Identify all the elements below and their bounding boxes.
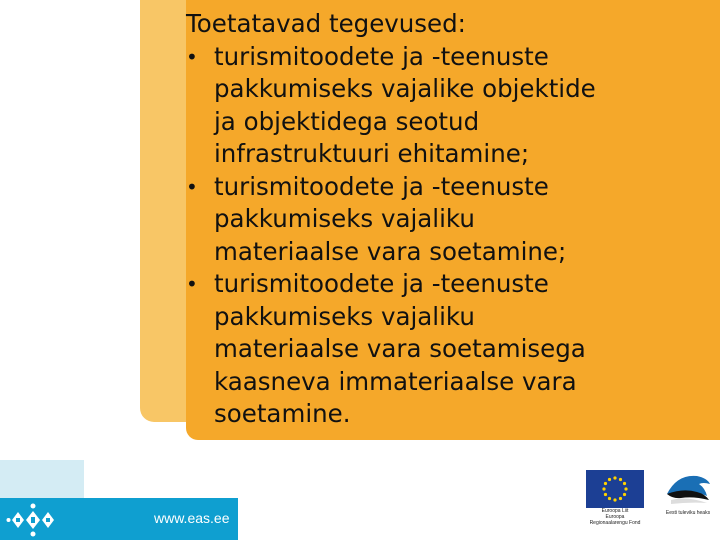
eu-star: [602, 487, 605, 490]
bullet-line: materiaalse vara soetamine;: [214, 236, 567, 266]
eu-logo: [584, 470, 646, 526]
eu-star: [623, 482, 626, 485]
bullet-icon: •: [186, 174, 198, 199]
eu-caption-line: Euroopa Liit: [601, 508, 629, 514]
bullet-line: pakkumiseks vajaliku: [214, 301, 475, 331]
bullet-line: kaasneva immateriaalse vara: [214, 366, 577, 396]
eu-star: [613, 476, 616, 479]
eu-star: [608, 497, 611, 500]
bullet-item: [186, 171, 706, 269]
eu-star: [619, 478, 622, 481]
eu-caption-line: Euroopa: [605, 514, 625, 520]
eu-star: [608, 478, 611, 481]
content-text: [186, 8, 706, 431]
bullet-line: turismitoodete ja -teenuste: [214, 41, 549, 71]
estonia-caption: Eesti tuleviku heaks: [665, 510, 711, 516]
estonian-flag-icon: [663, 470, 713, 510]
bullet-line: infrastruktuuri ehitamine;: [214, 139, 530, 168]
bullet-list: [186, 41, 706, 431]
bullet-item: [186, 268, 706, 431]
estonia-logo: [656, 470, 720, 516]
bullet-line: pakkumiseks vajaliku: [214, 204, 475, 233]
bullet-line: soetamine.: [214, 399, 351, 428]
bullet-line: turismitoodete ja -teenuste: [214, 171, 549, 201]
website-link[interactable]: www.eas.ee: [154, 510, 230, 526]
eu-star: [604, 493, 607, 496]
eu-star: [623, 493, 626, 496]
heading: Toetatavad tegevused:: [186, 9, 466, 38]
eu-star: [619, 497, 622, 500]
bullet-icon: •: [186, 272, 198, 296]
bullet-line: ja objektidega seotud: [214, 106, 480, 136]
bullet-item: [186, 41, 706, 171]
eu-star: [624, 487, 627, 490]
eas-logo-icon: [6, 502, 60, 538]
bullet-line: materiaalse vara soetamisega: [214, 334, 586, 363]
bullet-icon: •: [186, 44, 198, 69]
eu-star: [613, 498, 616, 501]
bullet-line: pakkumiseks vajalike objektide: [214, 74, 596, 103]
eu-caption-line: Regionaalarengu Fond: [589, 520, 641, 526]
eu-flag-icon: [586, 470, 644, 508]
bullet-line: turismitoodete ja -teenuste: [214, 269, 549, 298]
eu-star: [604, 482, 607, 485]
